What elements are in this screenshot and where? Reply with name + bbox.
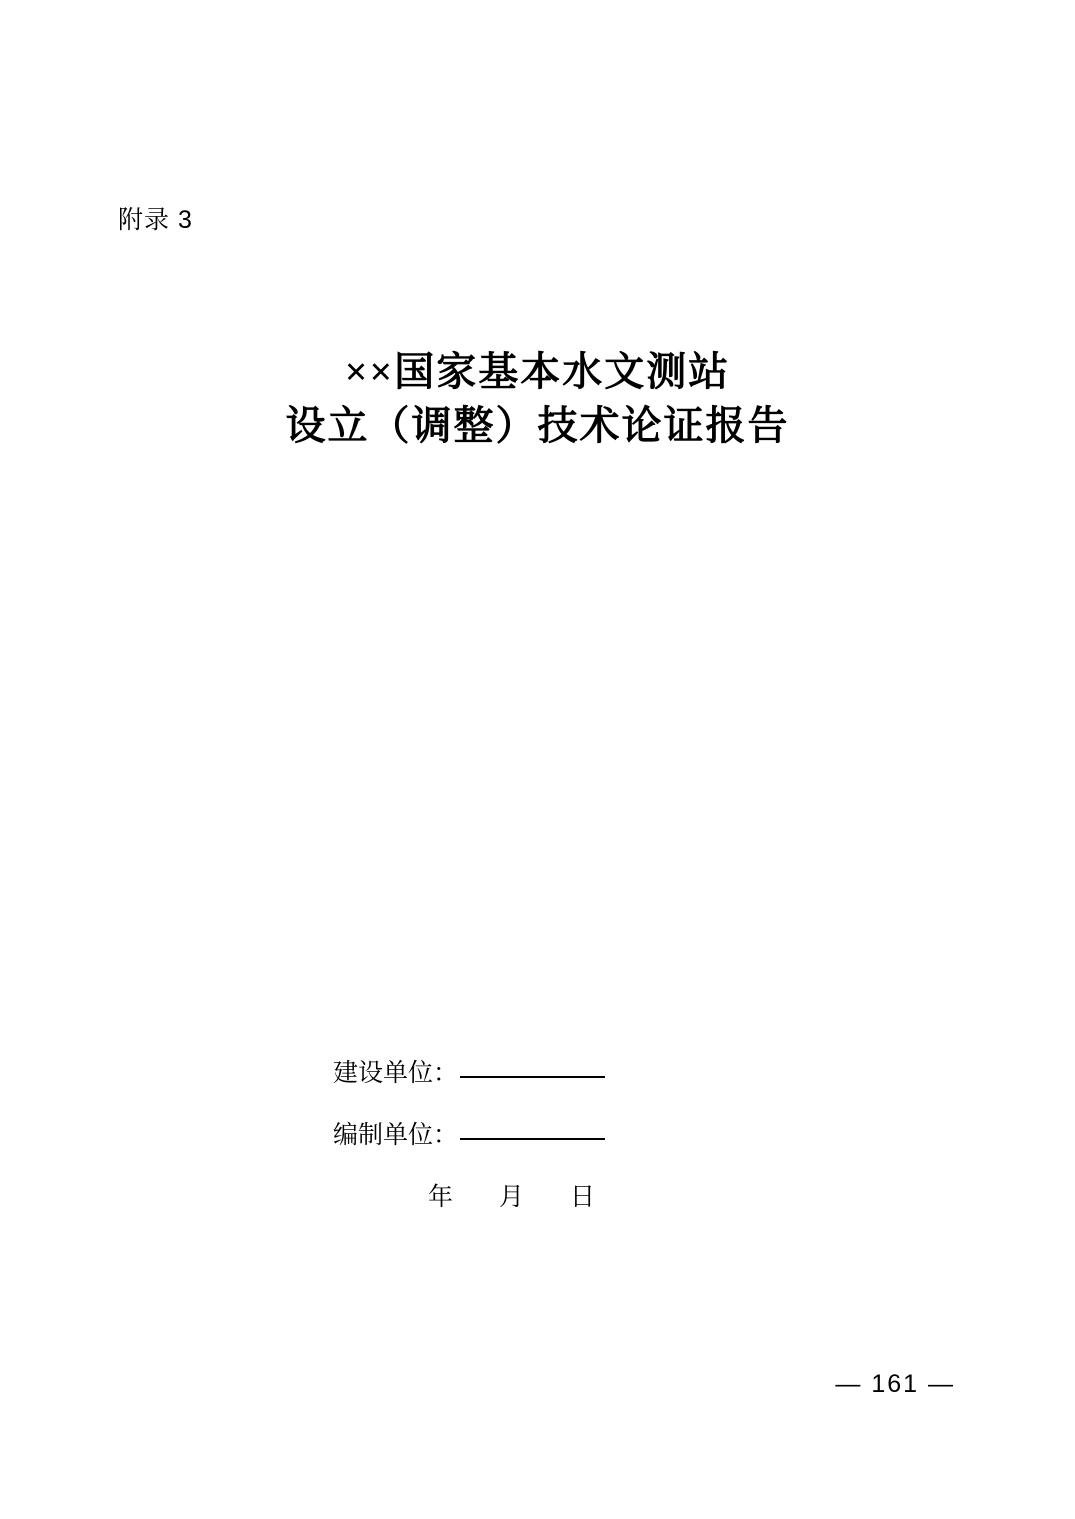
- date-year-label: 年: [428, 1183, 454, 1211]
- document-title: [0, 345, 1075, 453]
- title-line-1: ××国家基本水文测站: [344, 349, 731, 394]
- date-month-label: 月: [499, 1183, 525, 1211]
- signature-block: [333, 1058, 833, 1212]
- title-line-2: 设立（调整）技术论证报告: [285, 403, 790, 448]
- date-row: [333, 1182, 833, 1212]
- preparation-unit-row: [333, 1120, 833, 1150]
- construction-unit-label: 建设单位：: [333, 1059, 459, 1087]
- date-day-label: 日: [570, 1183, 596, 1211]
- preparation-unit-label: 编制单位：: [333, 1121, 459, 1149]
- preparation-unit-field[interactable]: [460, 1138, 605, 1140]
- page-number: — 161 —: [835, 1370, 955, 1398]
- construction-unit-field[interactable]: [460, 1076, 605, 1078]
- appendix-label: 附录 3: [118, 206, 193, 234]
- construction-unit-row: [333, 1058, 833, 1088]
